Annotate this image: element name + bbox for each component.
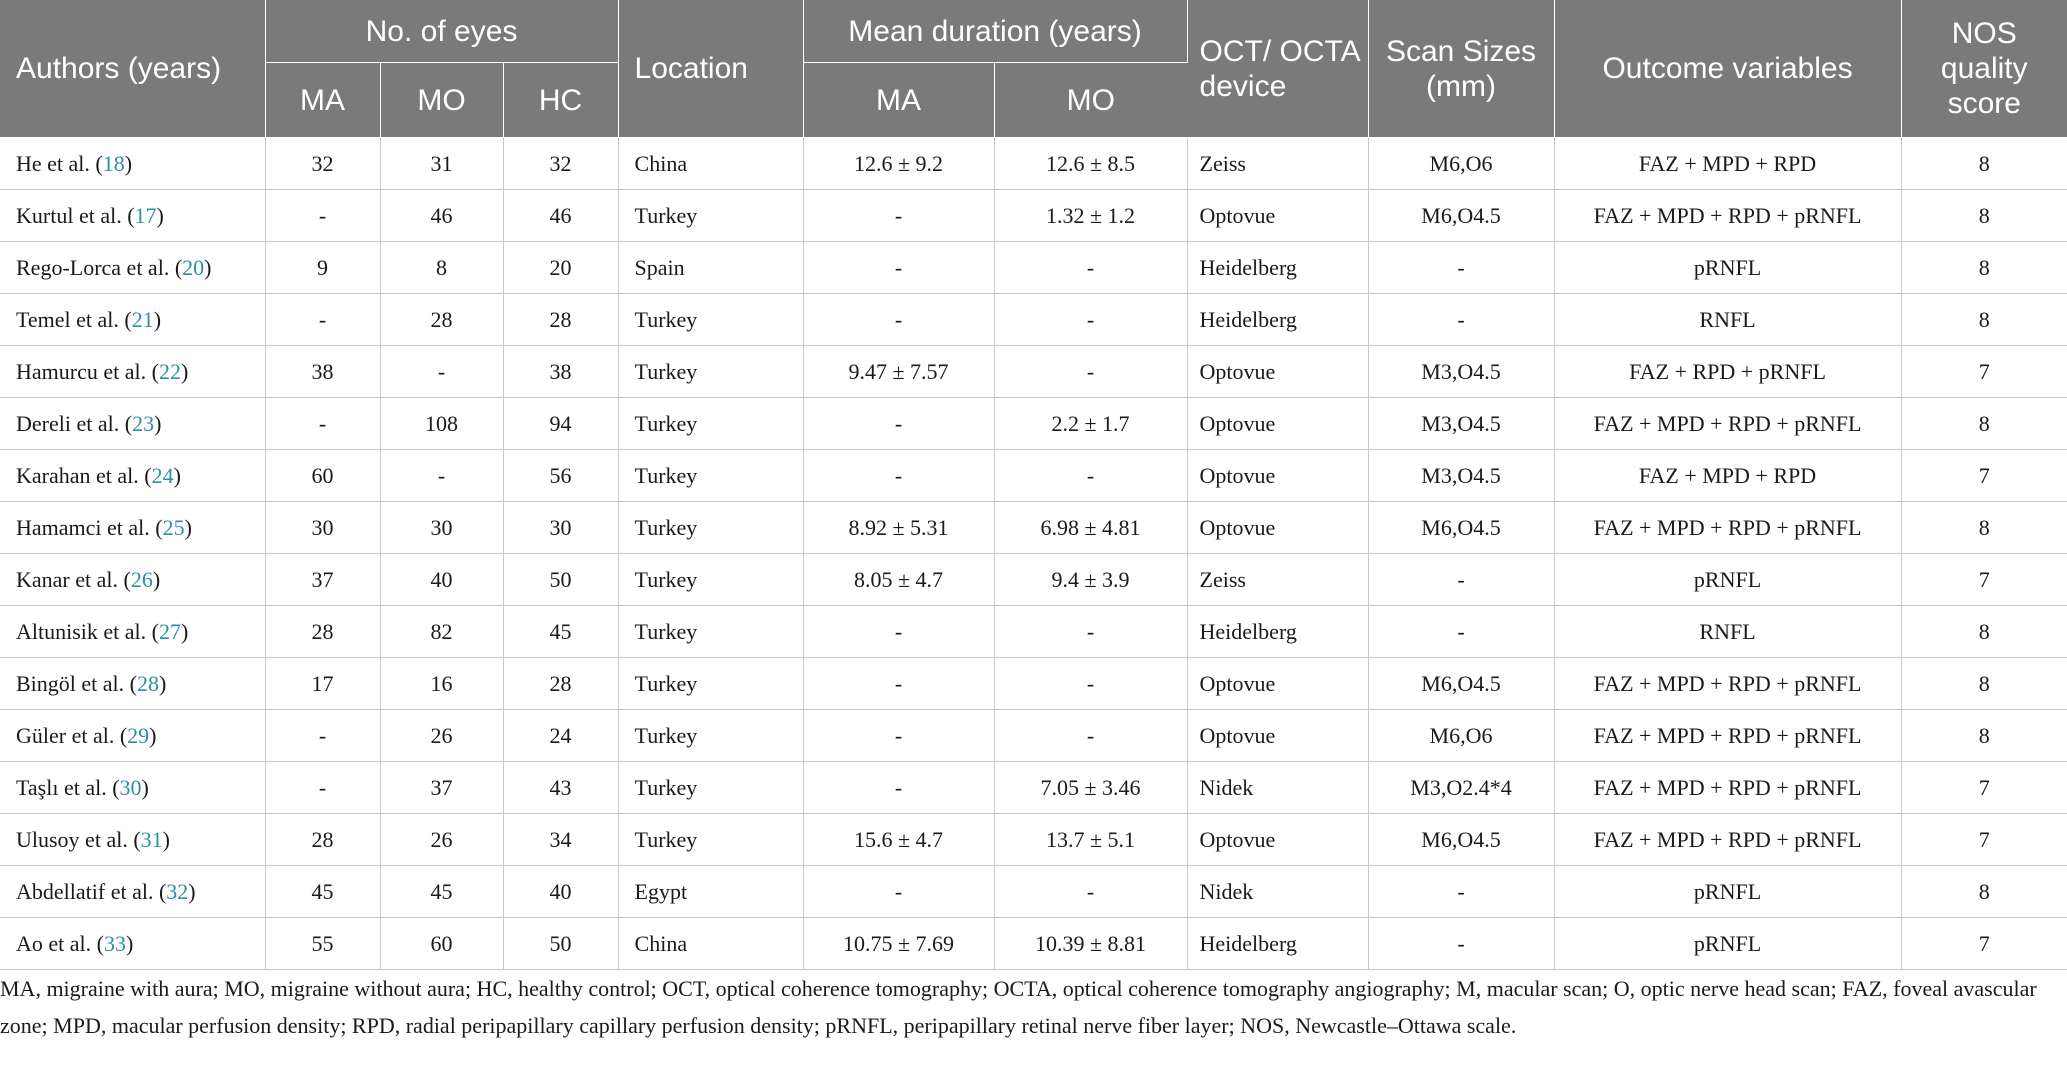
eyes-ma-cell: - <box>265 710 380 762</box>
table-body <box>0 138 2067 970</box>
reference-close-paren: ) <box>152 566 161 592</box>
reference-close-paren: ) <box>156 202 164 228</box>
table-row <box>0 450 2067 502</box>
author-name: Hamamci et al. ( <box>16 514 163 540</box>
device-cell: Heidelberg <box>1187 918 1368 970</box>
author-name: Bingöl et al. ( <box>16 670 137 696</box>
eyes-ma-cell: 37 <box>265 554 380 606</box>
device-cell: Optovue <box>1187 398 1368 450</box>
author-cell <box>0 242 265 294</box>
duration-mo-cell: 9.4 ± 3.9 <box>994 554 1187 606</box>
duration-ma-cell: - <box>803 606 994 658</box>
duration-mo-cell: 2.2 ± 1.7 <box>994 398 1187 450</box>
author-name: He et al. ( <box>16 150 103 176</box>
duration-ma-cell: 9.47 ± 7.57 <box>803 346 994 398</box>
device-cell: Nidek <box>1187 866 1368 918</box>
nos-score-cell: 8 <box>1901 502 2067 554</box>
eyes-hc-cell: 94 <box>503 398 618 450</box>
duration-ma-cell: 10.75 ± 7.69 <box>803 918 994 970</box>
table-row <box>0 762 2067 814</box>
author-cell <box>0 606 265 658</box>
duration-mo-cell: - <box>994 710 1187 762</box>
header-device: OCT/ OCTA device <box>1187 0 1368 138</box>
reference-link[interactable]: 24 <box>151 462 174 488</box>
author-cell <box>0 346 265 398</box>
eyes-hc-cell: 34 <box>503 814 618 866</box>
outcome-cell: RNFL <box>1554 294 1901 346</box>
table-row <box>0 658 2067 710</box>
outcome-cell: FAZ + MPD + RPD + pRNFL <box>1554 762 1901 814</box>
eyes-ma-cell: - <box>265 762 380 814</box>
reference-close-paren: ) <box>173 462 181 488</box>
location-cell: Spain <box>618 242 803 294</box>
reference-close-paren: ) <box>158 670 167 696</box>
table-row <box>0 554 2067 606</box>
eyes-mo-cell: - <box>380 450 503 502</box>
author-name: Ao et al. ( <box>16 930 104 956</box>
author-cell <box>0 762 265 814</box>
duration-ma-cell: 15.6 ± 4.7 <box>803 814 994 866</box>
eyes-hc-cell: 32 <box>503 138 618 190</box>
reference-link[interactable]: 18 <box>102 150 125 176</box>
device-cell: Optovue <box>1187 502 1368 554</box>
author-name: Taşlı et al. ( <box>16 774 120 800</box>
nos-score-cell: 8 <box>1901 190 2067 242</box>
reference-close-paren: ) <box>188 878 196 904</box>
outcome-cell: FAZ + MPD + RPD <box>1554 138 1901 190</box>
duration-ma-cell: 8.05 ± 4.7 <box>803 554 994 606</box>
location-cell: Turkey <box>618 398 803 450</box>
nos-score-cell: 7 <box>1901 762 2067 814</box>
duration-mo-cell: - <box>994 294 1187 346</box>
reference-close-paren: ) <box>141 774 149 800</box>
device-cell: Optovue <box>1187 658 1368 710</box>
author-name: Kanar et al. ( <box>16 566 131 592</box>
reference-close-paren: ) <box>154 410 162 436</box>
device-cell: Optovue <box>1187 346 1368 398</box>
eyes-hc-cell: 45 <box>503 606 618 658</box>
header-no-of-eyes: No. of eyes <box>265 0 618 63</box>
eyes-ma-cell: 17 <box>265 658 380 710</box>
scan-size-cell: M3,O2.4*4 <box>1368 762 1554 814</box>
author-name: Karahan et al. ( <box>16 462 152 488</box>
location-cell: Turkey <box>618 450 803 502</box>
location-cell: Turkey <box>618 554 803 606</box>
reference-link[interactable]: 25 <box>162 514 185 540</box>
duration-ma-cell: 12.6 ± 9.2 <box>803 138 994 190</box>
eyes-ma-cell: 30 <box>265 502 380 554</box>
reference-link[interactable]: 30 <box>119 774 142 800</box>
nos-score-cell: 8 <box>1901 294 2067 346</box>
device-cell: Heidelberg <box>1187 294 1368 346</box>
header-outcome-variables: Outcome variables <box>1554 0 1901 138</box>
author-name: Kurtul et al. ( <box>16 202 135 228</box>
eyes-mo-cell: - <box>380 346 503 398</box>
duration-ma-cell: 8.92 ± 5.31 <box>803 502 994 554</box>
eyes-mo-cell: 46 <box>380 190 503 242</box>
location-cell: Turkey <box>618 658 803 710</box>
author-name: Temel et al. ( <box>16 306 132 332</box>
eyes-ma-cell: 32 <box>265 138 380 190</box>
table-row <box>0 242 2067 294</box>
duration-mo-cell: - <box>994 606 1187 658</box>
outcome-cell: RNFL <box>1554 606 1901 658</box>
location-cell: Turkey <box>618 294 803 346</box>
reference-link[interactable]: 28 <box>136 670 159 696</box>
reference-close-paren: ) <box>204 254 212 280</box>
scan-size-cell: M3,O4.5 <box>1368 346 1554 398</box>
table-footnote: MA, migraine with aura; MO, migraine without aura; HC, healthy control; OCT, optical coherence tomography; OCTA, optical coherence tomography angiography; M, macular scan; O, optic nerve head scan; FAZ, foveal avascular zone; MPD, macular perfusion density; RPD, radial peripapillary capillary perfusion density; pRNFL, peripapillary retinal nerve fiber layer; NOS, Newcastle–Ottawa scale. <box>0 976 2037 1038</box>
reference-link[interactable]: 22 <box>158 358 181 384</box>
scan-size-cell: M6,O6 <box>1368 138 1554 190</box>
outcome-cell: FAZ + MPD + RPD + pRNFL <box>1554 710 1901 762</box>
device-cell: Optovue <box>1187 710 1368 762</box>
eyes-mo-cell: 26 <box>380 814 503 866</box>
eyes-ma-cell: 55 <box>265 918 380 970</box>
reference-close-paren: ) <box>180 618 189 644</box>
nos-score-cell: 7 <box>1901 918 2067 970</box>
nos-score-cell: 8 <box>1901 138 2067 190</box>
outcome-cell: FAZ + MPD + RPD + pRNFL <box>1554 502 1901 554</box>
eyes-hc-cell: 30 <box>503 502 618 554</box>
duration-mo-cell: 13.7 ± 5.1 <box>994 814 1187 866</box>
eyes-ma-cell: 38 <box>265 346 380 398</box>
duration-ma-cell: - <box>803 658 994 710</box>
eyes-hc-cell: 50 <box>503 918 618 970</box>
location-cell: China <box>618 138 803 190</box>
header-authors: Authors (years) <box>0 0 265 138</box>
eyes-hc-cell: 28 <box>503 294 618 346</box>
duration-mo-cell: 1.32 ± 1.2 <box>994 190 1187 242</box>
author-name: Hamurcu et al. ( <box>16 358 159 384</box>
duration-mo-cell: - <box>994 658 1187 710</box>
location-cell: Turkey <box>618 710 803 762</box>
nos-score-cell: 8 <box>1901 866 2067 918</box>
duration-mo-cell: 10.39 ± 8.81 <box>994 918 1187 970</box>
scan-size-cell: - <box>1368 606 1554 658</box>
duration-ma-cell: - <box>803 190 994 242</box>
device-cell: Optovue <box>1187 190 1368 242</box>
duration-ma-cell: - <box>803 242 994 294</box>
eyes-mo-cell: 45 <box>380 866 503 918</box>
table-row <box>0 814 2067 866</box>
eyes-ma-cell: - <box>265 294 380 346</box>
duration-mo-cell: - <box>994 346 1187 398</box>
reference-link[interactable]: 27 <box>158 618 181 644</box>
header-duration-mo: MO <box>994 63 1187 138</box>
outcome-cell: FAZ + MPD + RPD <box>1554 450 1901 502</box>
author-cell <box>0 918 265 970</box>
location-cell: Turkey <box>618 762 803 814</box>
device-cell: Optovue <box>1187 450 1368 502</box>
outcome-cell: pRNFL <box>1554 554 1901 606</box>
device-cell: Heidelberg <box>1187 242 1368 294</box>
reference-link[interactable]: 33 <box>103 930 126 956</box>
author-name: Dereli et al. ( <box>16 410 133 436</box>
reference-close-paren: ) <box>153 306 162 332</box>
reference-link[interactable]: 23 <box>132 410 155 436</box>
scan-size-cell: M6,O4.5 <box>1368 658 1554 710</box>
outcome-cell: FAZ + MPD + RPD + pRNFL <box>1554 658 1901 710</box>
eyes-mo-cell: 37 <box>380 762 503 814</box>
eyes-mo-cell: 40 <box>380 554 503 606</box>
eyes-hc-cell: 40 <box>503 866 618 918</box>
table-row <box>0 398 2067 450</box>
location-cell: Turkey <box>618 190 803 242</box>
device-cell: Zeiss <box>1187 138 1368 190</box>
author-cell <box>0 814 265 866</box>
header-nos-quality-score: NOS quality score <box>1901 0 2067 138</box>
nos-score-cell: 8 <box>1901 710 2067 762</box>
author-cell <box>0 450 265 502</box>
location-cell: Turkey <box>618 814 803 866</box>
reference-close-paren: ) <box>124 150 133 176</box>
eyes-ma-cell: 45 <box>265 866 380 918</box>
duration-mo-cell: 6.98 ± 4.81 <box>994 502 1187 554</box>
outcome-cell: pRNFL <box>1554 866 1901 918</box>
eyes-hc-cell: 50 <box>503 554 618 606</box>
nos-score-cell: 7 <box>1901 554 2067 606</box>
eyes-ma-cell: - <box>265 190 380 242</box>
eyes-mo-cell: 8 <box>380 242 503 294</box>
reference-close-paren: ) <box>125 930 134 956</box>
header-eyes-hc: HC <box>503 63 618 138</box>
header-location: Location <box>618 0 803 138</box>
eyes-mo-cell: 26 <box>380 710 503 762</box>
duration-ma-cell: - <box>803 710 994 762</box>
eyes-hc-cell: 20 <box>503 242 618 294</box>
reference-link[interactable]: 31 <box>140 826 163 852</box>
outcome-cell: pRNFL <box>1554 918 1901 970</box>
table-row <box>0 190 2067 242</box>
eyes-hc-cell: 28 <box>503 658 618 710</box>
outcome-cell: FAZ + RPD + pRNFL <box>1554 346 1901 398</box>
duration-ma-cell: - <box>803 866 994 918</box>
location-cell: Egypt <box>618 866 803 918</box>
eyes-ma-cell: 28 <box>265 814 380 866</box>
outcome-cell: FAZ + MPD + RPD + pRNFL <box>1554 190 1901 242</box>
eyes-hc-cell: 24 <box>503 710 618 762</box>
reference-link[interactable]: 32 <box>166 878 189 904</box>
eyes-mo-cell: 82 <box>380 606 503 658</box>
header-mean-duration: Mean duration (years) <box>803 0 1187 63</box>
reference-link[interactable]: 21 <box>131 306 154 332</box>
scan-size-cell: - <box>1368 866 1554 918</box>
device-cell: Nidek <box>1187 762 1368 814</box>
author-cell <box>0 710 265 762</box>
reference-link[interactable]: 17 <box>134 202 157 228</box>
reference-link[interactable]: 29 <box>127 722 150 748</box>
duration-ma-cell: - <box>803 398 994 450</box>
scan-size-cell: M6,O4.5 <box>1368 814 1554 866</box>
author-name: Altunisik et al. ( <box>16 618 159 644</box>
eyes-ma-cell: 60 <box>265 450 380 502</box>
nos-score-cell: 7 <box>1901 346 2067 398</box>
location-cell: China <box>618 918 803 970</box>
table-row <box>0 346 2067 398</box>
author-name: Güler et al. ( <box>16 722 128 748</box>
eyes-mo-cell: 31 <box>380 138 503 190</box>
scan-size-cell: - <box>1368 918 1554 970</box>
duration-mo-cell: 7.05 ± 3.46 <box>994 762 1187 814</box>
eyes-ma-cell: 9 <box>265 242 380 294</box>
outcome-cell: FAZ + MPD + RPD + pRNFL <box>1554 814 1901 866</box>
scan-size-cell: - <box>1368 294 1554 346</box>
device-cell: Heidelberg <box>1187 606 1368 658</box>
location-cell: Turkey <box>618 346 803 398</box>
scan-size-cell: M3,O4.5 <box>1368 398 1554 450</box>
duration-ma-cell: - <box>803 762 994 814</box>
reference-link[interactable]: 26 <box>130 566 153 592</box>
reference-close-paren: ) <box>184 514 192 540</box>
table-row <box>0 606 2067 658</box>
duration-ma-cell: - <box>803 450 994 502</box>
nos-score-cell: 8 <box>1901 606 2067 658</box>
scan-size-cell: M6,O4.5 <box>1368 190 1554 242</box>
header-scan-sizes: Scan Sizes (mm) <box>1368 0 1554 138</box>
device-cell: Zeiss <box>1187 554 1368 606</box>
duration-mo-cell: - <box>994 450 1187 502</box>
eyes-ma-cell: - <box>265 398 380 450</box>
eyes-mo-cell: 108 <box>380 398 503 450</box>
table-header <box>0 0 2067 138</box>
author-cell <box>0 502 265 554</box>
outcome-cell: FAZ + MPD + RPD + pRNFL <box>1554 398 1901 450</box>
eyes-mo-cell: 60 <box>380 918 503 970</box>
eyes-hc-cell: 46 <box>503 190 618 242</box>
table-row <box>0 138 2067 190</box>
outcome-cell: pRNFL <box>1554 242 1901 294</box>
scan-size-cell: M6,O6 <box>1368 710 1554 762</box>
scan-size-cell: M3,O4.5 <box>1368 450 1554 502</box>
duration-ma-cell: - <box>803 294 994 346</box>
eyes-mo-cell: 30 <box>380 502 503 554</box>
author-cell <box>0 554 265 606</box>
nos-score-cell: 7 <box>1901 450 2067 502</box>
reference-close-paren: ) <box>180 358 189 384</box>
duration-mo-cell: - <box>994 866 1187 918</box>
author-cell <box>0 398 265 450</box>
author-name: Abdellatif et al. ( <box>16 878 167 904</box>
scan-size-cell: - <box>1368 554 1554 606</box>
eyes-mo-cell: 28 <box>380 294 503 346</box>
author-name: Rego-Lorca et al. ( <box>16 254 183 280</box>
eyes-ma-cell: 28 <box>265 606 380 658</box>
reference-close-paren: ) <box>149 722 157 748</box>
table-row <box>0 294 2067 346</box>
eyes-hc-cell: 56 <box>503 450 618 502</box>
location-cell: Turkey <box>618 606 803 658</box>
scan-size-cell: M6,O4.5 <box>1368 502 1554 554</box>
nos-score-cell: 8 <box>1901 658 2067 710</box>
eyes-hc-cell: 38 <box>503 346 618 398</box>
author-cell <box>0 138 265 190</box>
author-cell <box>0 658 265 710</box>
author-cell <box>0 294 265 346</box>
eyes-mo-cell: 16 <box>380 658 503 710</box>
header-duration-ma: MA <box>803 63 994 138</box>
table-row <box>0 866 2067 918</box>
author-cell <box>0 866 265 918</box>
header-eyes-mo: MO <box>380 63 503 138</box>
author-cell <box>0 190 265 242</box>
author-name: Ulusoy et al. ( <box>16 826 141 852</box>
duration-mo-cell: 12.6 ± 8.5 <box>994 138 1187 190</box>
nos-score-cell: 7 <box>1901 814 2067 866</box>
location-cell: Turkey <box>618 502 803 554</box>
nos-score-cell: 8 <box>1901 242 2067 294</box>
reference-close-paren: ) <box>162 826 170 852</box>
device-cell: Optovue <box>1187 814 1368 866</box>
table-row <box>0 502 2067 554</box>
duration-mo-cell: - <box>994 242 1187 294</box>
table-row <box>0 710 2067 762</box>
table-row <box>0 918 2067 970</box>
reference-link[interactable]: 20 <box>182 254 205 280</box>
header-eyes-ma: MA <box>265 63 380 138</box>
nos-score-cell: 8 <box>1901 398 2067 450</box>
eyes-hc-cell: 43 <box>503 762 618 814</box>
scan-size-cell: - <box>1368 242 1554 294</box>
